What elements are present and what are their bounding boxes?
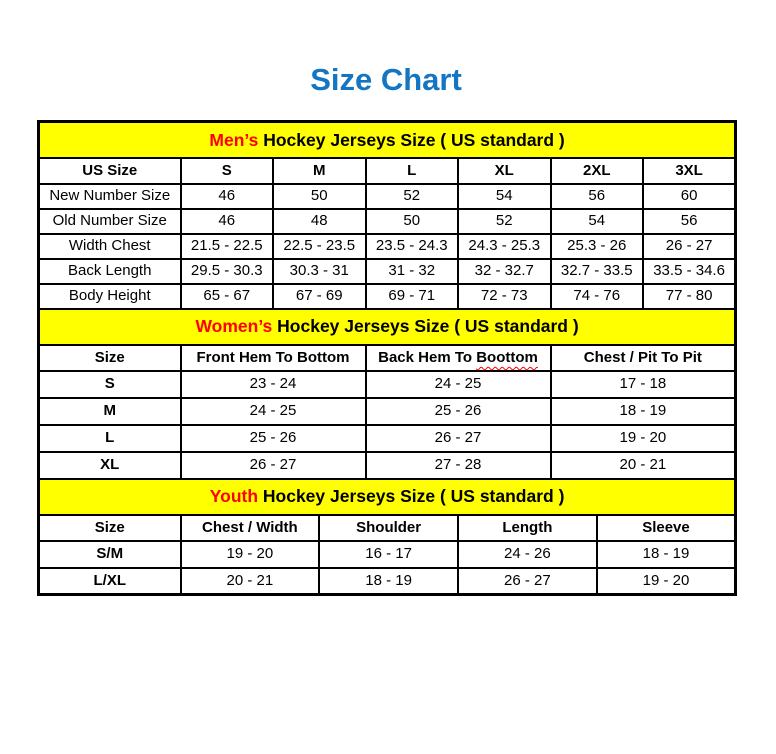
womens-cell: 20 - 21 <box>551 452 736 479</box>
mens-col-header: 2XL <box>551 158 644 184</box>
womens-band-title: Women’s Hockey Jerseys Size ( US standard ) <box>39 309 736 345</box>
womens-cell: 24 - 25 <box>366 371 551 398</box>
mens-cell: 65 - 67 <box>181 284 274 309</box>
womens-cell: 25 - 26 <box>366 398 551 425</box>
youth-band-accent: Youth <box>209 486 259 507</box>
mens-row-label: Width Chest <box>39 234 181 259</box>
womens-cell: 18 - 19 <box>551 398 736 425</box>
womens-band-row <box>39 309 736 345</box>
youth-col-header: Chest / Width <box>181 515 320 541</box>
mens-col-header: US Size <box>39 158 181 184</box>
womens-header-row <box>39 345 736 371</box>
mens-data-row <box>39 284 736 309</box>
mens-cell: 54 <box>458 184 551 209</box>
womens-cell: 24 - 25 <box>181 398 366 425</box>
mens-header-row <box>39 158 736 184</box>
mens-cell: 67 - 69 <box>273 284 366 309</box>
youth-cell: 19 - 20 <box>181 541 320 568</box>
misspelled-word: Boottom <box>476 348 538 366</box>
page-title: Size Chart <box>310 62 462 97</box>
mens-cell: 77 - 80 <box>643 284 736 309</box>
womens-col-header: Chest / Pit To Pit <box>551 345 736 371</box>
youth-cell: 18 - 19 <box>319 568 458 595</box>
mens-cell: 31 - 32 <box>366 259 459 284</box>
womens-data-row <box>39 452 736 479</box>
mens-cell: 56 <box>643 209 736 234</box>
mens-col-header: L <box>366 158 459 184</box>
mens-cell: 26 - 27 <box>643 234 736 259</box>
mens-cell: 52 <box>366 184 459 209</box>
womens-row-label: M <box>39 398 181 425</box>
womens-cell: 26 - 27 <box>366 425 551 452</box>
womens-cell: 26 - 27 <box>181 452 366 479</box>
womens-cell: 19 - 20 <box>551 425 736 452</box>
mens-cell: 56 <box>551 184 644 209</box>
womens-cell: 27 - 28 <box>366 452 551 479</box>
womens-row-label: XL <box>39 452 181 479</box>
mens-cell: 74 - 76 <box>551 284 644 309</box>
womens-data-row <box>39 398 736 425</box>
mens-cell: 29.5 - 30.3 <box>181 259 274 284</box>
womens-cell: 25 - 26 <box>181 425 366 452</box>
mens-row-label: Old Number Size <box>39 209 181 234</box>
youth-band-title: Youth Hockey Jerseys Size ( US standard ) <box>39 479 736 515</box>
mens-col-header: XL <box>458 158 551 184</box>
mens-data-row <box>39 259 736 284</box>
mens-cell: 52 <box>458 209 551 234</box>
womens-col-header: Back Hem To Boottom <box>366 345 551 371</box>
mens-cell: 50 <box>273 184 366 209</box>
mens-cell: 54 <box>551 209 644 234</box>
mens-data-row <box>39 184 736 209</box>
youth-cell: 19 - 20 <box>597 568 736 595</box>
youth-col-header: Sleeve <box>597 515 736 541</box>
size-chart-table <box>37 120 737 596</box>
mens-cell: 46 <box>181 209 274 234</box>
mens-cell: 33.5 - 34.6 <box>643 259 736 284</box>
womens-col-header: Front Hem To Bottom <box>181 345 366 371</box>
womens-cell: 17 - 18 <box>551 371 736 398</box>
mens-cell: 22.5 - 23.5 <box>273 234 366 259</box>
youth-cell: 26 - 27 <box>458 568 597 595</box>
mens-data-row <box>39 209 736 234</box>
mens-row-label: Body Height <box>39 284 181 309</box>
mens-cell: 32 - 32.7 <box>458 259 551 284</box>
mens-cell: 46 <box>181 184 274 209</box>
mens-col-header: 3XL <box>643 158 736 184</box>
mens-cell: 69 - 71 <box>366 284 459 309</box>
mens-cell: 32.7 - 33.5 <box>551 259 644 284</box>
mens-col-header: S <box>181 158 274 184</box>
mens-row-label: Back Length <box>39 259 181 284</box>
mens-cell: 48 <box>273 209 366 234</box>
youth-row-label: S/M <box>39 541 181 568</box>
mens-band-row <box>39 122 736 158</box>
youth-cell: 16 - 17 <box>319 541 458 568</box>
mens-cell: 24.3 - 25.3 <box>458 234 551 259</box>
youth-header-row <box>39 515 736 541</box>
womens-row-label: L <box>39 425 181 452</box>
table-body <box>39 122 736 595</box>
youth-cell: 20 - 21 <box>181 568 320 595</box>
youth-cell: 18 - 19 <box>597 541 736 568</box>
mens-band-title: Men’s Hockey Jerseys Size ( US standard ) <box>39 122 736 158</box>
womens-band-accent: Women’s <box>195 316 273 337</box>
youth-col-header: Size <box>39 515 181 541</box>
youth-row-label: L/XL <box>39 568 181 595</box>
mens-cell: 30.3 - 31 <box>273 259 366 284</box>
womens-data-row <box>39 425 736 452</box>
mens-row-label: New Number Size <box>39 184 181 209</box>
youth-col-header: Shoulder <box>319 515 458 541</box>
youth-col-header: Length <box>458 515 597 541</box>
youth-band-row <box>39 479 736 515</box>
mens-cell: 25.3 - 26 <box>551 234 644 259</box>
mens-data-row <box>39 234 736 259</box>
youth-cell: 24 - 26 <box>458 541 597 568</box>
mens-cell: 23.5 - 24.3 <box>366 234 459 259</box>
womens-col-header: Size <box>39 345 181 371</box>
youth-data-row <box>39 568 736 595</box>
mens-cell: 21.5 - 22.5 <box>181 234 274 259</box>
size-chart-page <box>37 62 735 596</box>
womens-cell: 23 - 24 <box>181 371 366 398</box>
mens-col-header: M <box>273 158 366 184</box>
mens-cell: 72 - 73 <box>458 284 551 309</box>
mens-cell: 50 <box>366 209 459 234</box>
mens-cell: 60 <box>643 184 736 209</box>
youth-data-row <box>39 541 736 568</box>
mens-band-accent: Men’s <box>209 129 259 150</box>
womens-row-label: S <box>39 371 181 398</box>
womens-data-row <box>39 371 736 398</box>
